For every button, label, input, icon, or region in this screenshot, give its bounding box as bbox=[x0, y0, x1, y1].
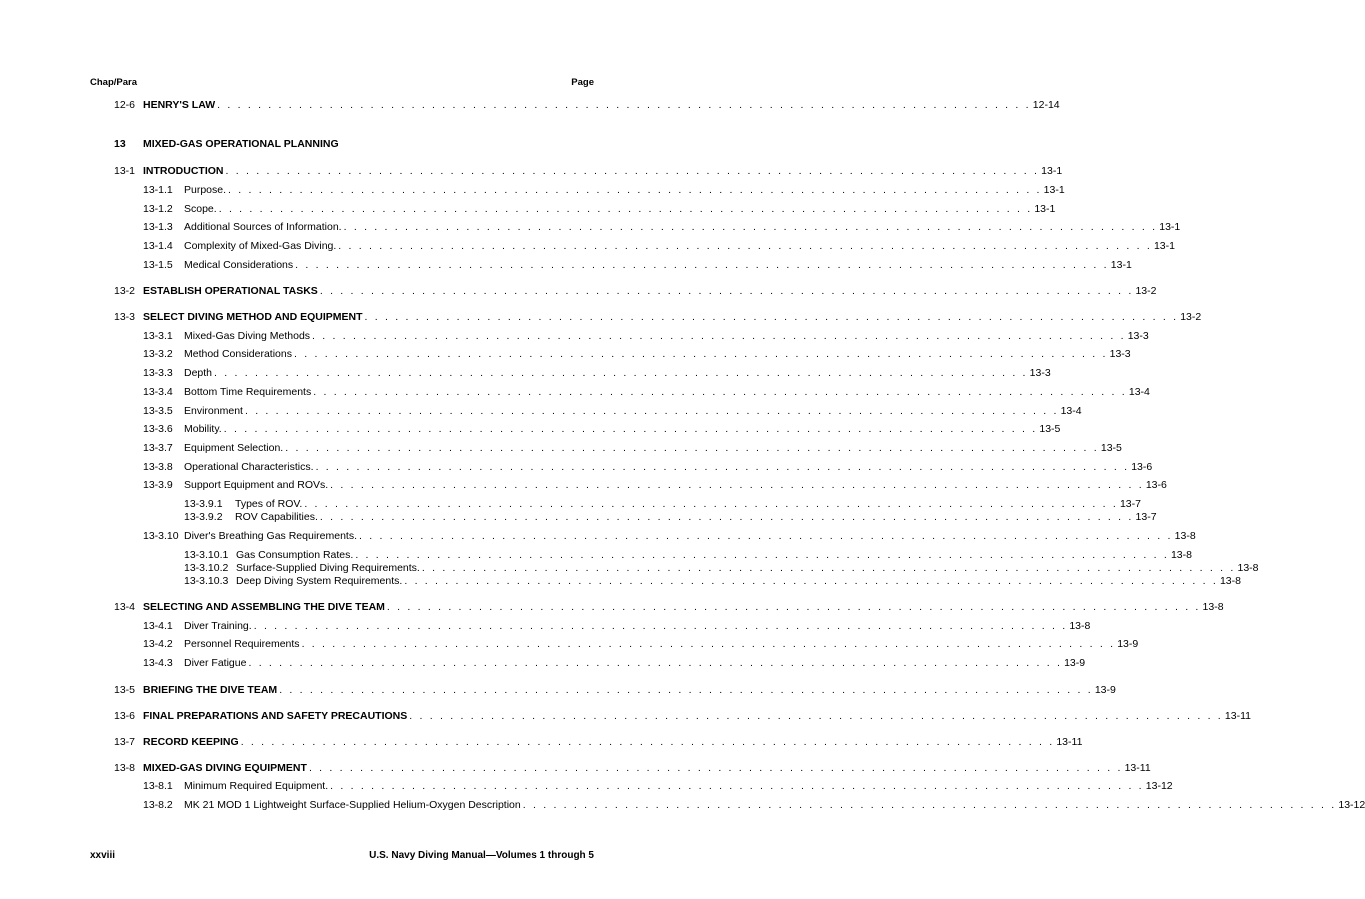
toc-entry-page: 13-12 bbox=[1145, 780, 1173, 792]
toc-entry-leader bbox=[143, 761, 1151, 775]
leader-dots: . . . . . . . . . . . . . . . . . . . . . . . . . . . . . . . . . . . . . . . . . . . . . . . . . . . . . . . . . . . . . . . . . . . . . . . . . . . . . . . . bbox=[338, 240, 1152, 252]
toc-entry-number: 13-3.2 bbox=[143, 348, 173, 360]
toc-entry-leader bbox=[184, 779, 1173, 793]
toc-entry bbox=[0, 779, 1173, 793]
leader-dots: . . . . . . . . . . . . . . . . . . . . . . . . . . . . . . . . . . . . . . . . . . . . . . . . . . . . . . . . . . . . . . . . . . . . . . . . . . . . . . . . bbox=[404, 575, 1218, 587]
toc-entry-number: 13-1.3 bbox=[143, 221, 173, 233]
toc-entry bbox=[0, 529, 1196, 543]
toc-entry-title: SELECTING AND ASSEMBLING THE DIVE TEAM bbox=[143, 601, 385, 613]
toc-entry bbox=[0, 683, 1116, 697]
toc-entry bbox=[0, 220, 1181, 234]
toc-entry bbox=[0, 600, 1224, 614]
leader-dots: . . . . . . . . . . . . . . . . . . . . . . . . . . . . . . . . . . . . . . . . . . . . . . . . . . . . . . . . . . . . . . . . . . . . . . . . . . . . . . . . bbox=[343, 221, 1158, 233]
toc-entry-leader bbox=[236, 561, 1259, 575]
toc-entry-leader bbox=[184, 366, 1051, 380]
toc-entry-leader bbox=[184, 441, 1122, 455]
toc-entry-leader bbox=[143, 709, 1251, 723]
toc-entry-page: 13-12 bbox=[1338, 799, 1365, 811]
toc-entry bbox=[0, 761, 1151, 775]
toc-entry bbox=[0, 385, 1150, 399]
toc-entry bbox=[0, 561, 1259, 575]
toc-entry-title: Medical Considerations bbox=[184, 259, 294, 271]
toc-entry-title: HENRY'S LAW bbox=[143, 99, 216, 111]
toc-entry-leader bbox=[184, 239, 1175, 253]
toc-entry-leader bbox=[184, 258, 1132, 272]
leader-dots: . . . . . . . . . . . . . . . . . . . . . . . . . . . . . . . . . . . . . . . . . . . . . . . . . . . . . . . . . . . . . . . . . . . . . . . . . . . . . . . . bbox=[248, 657, 1063, 669]
toc-entry-leader bbox=[236, 574, 1241, 588]
toc-entry-page: 13-8 bbox=[1219, 575, 1241, 587]
leader-dots: . . . . . . . . . . . . . . . . . . . . . . . . . . . . . . . . . . . . . . . . . . . . . . . . . . . . . . . . . . . . . . . . . . . . . . . . . . . . . . . . bbox=[223, 423, 1038, 435]
leader-dots: . . . . . . . . . . . . . . . . . . . . . . . . . . . . . . . . . . . . . . . . . . . . . . . . . . . . . . . . . . . . . . . . . . . . . . . . . . . . . . . . bbox=[359, 530, 1173, 542]
toc-entry-number: 13-8 bbox=[114, 762, 136, 774]
footer-title: U.S. Navy Diving Manual—Volumes 1 through 5 bbox=[369, 850, 594, 861]
toc-entry bbox=[0, 164, 1063, 178]
toc-entry-title: INTRODUCTION bbox=[143, 165, 224, 177]
leader-dots: . . . . . . . . . . . . . . . . . . . . . . . . . . . . . . . . . . . . . . . . . . . . . . . . . . . . . . . . . . . . . . . . . . . . . . . . . . . . . . . . bbox=[319, 285, 1134, 297]
toc-entry-page: 13-6 bbox=[1131, 461, 1153, 473]
toc-entry-title: SELECT DIVING METHOD AND EQUIPMENT bbox=[143, 311, 363, 323]
toc-entry-page: 13-5 bbox=[1100, 442, 1122, 454]
toc-entry-page: 13-1 bbox=[1110, 259, 1132, 271]
toc-entry-title: FINAL PREPARATIONS AND SAFETY PRECAUTIONS bbox=[143, 710, 408, 722]
leader-dots: . . . . . . . . . . . . . . . . . . . . . . . . . . . . . . . . . . . . . . . . . . . . . . . . . . . . . . . . . . . . . . . . . . . . . . . . . . . . . . . . bbox=[228, 184, 1042, 196]
toc-entry-leader bbox=[184, 183, 1065, 197]
toc-entry bbox=[0, 202, 1056, 216]
leader-dots: . . . . . . . . . . . . . . . . . . . . . . . . . . . . . . . . . . . . . . . . . . . . . . . . . . . . . . . . . . . . . . . . . . . . . . . . . . . . . . . . bbox=[319, 511, 1134, 523]
leader-dots: . . . . . . . . . . . . . . . . . . . . . . . . . . . . . . . . . . . . . . . . . . . . . . . . . . . . . . . . . . . . . . . . . . . . . . . . . . . . . . . . bbox=[218, 203, 1033, 215]
toc-entry-leader bbox=[184, 385, 1150, 399]
toc-entry-title: Scope. bbox=[184, 203, 217, 215]
toc-entry-number: 13-5 bbox=[114, 684, 136, 696]
toc-entry-number: 13-3.10 bbox=[143, 530, 179, 542]
toc-entry-leader bbox=[184, 529, 1196, 543]
toc-entry-number: 13-3.9.2 bbox=[184, 511, 223, 523]
toc-entry-number: 13-1 bbox=[114, 165, 136, 177]
toc-entry-leader bbox=[143, 683, 1116, 697]
toc-entry bbox=[0, 548, 1192, 562]
toc-entry-number: 13-1.4 bbox=[143, 240, 173, 252]
leader-dots: . . . . . . . . . . . . . . . . . . . . . . . . . . . . . . . . . . . . . . . . . . . . . . . . . . . . . . . . . . . . . . . . . . . . . . . . . . . . . . . . bbox=[315, 461, 1130, 473]
toc-entry-number: 13-3 bbox=[114, 311, 136, 323]
toc-entry-page: 13-1 bbox=[1153, 240, 1175, 252]
toc-entry-number: 13-3.8 bbox=[143, 461, 173, 473]
toc-entry-page: 13-9 bbox=[1064, 657, 1086, 669]
toc-entry-leader bbox=[184, 202, 1056, 216]
toc-entry-title: BRIEFING THE DIVE TEAM bbox=[143, 684, 278, 696]
toc-entry bbox=[0, 366, 1051, 380]
toc-entry-title: Mobility. bbox=[184, 423, 222, 435]
leader-dots: . . . . . . . . . . . . . . . . . . . . . . . . . . . . . . . . . . . . . . . . . . . . . . . . . . . . . . . . . . . . . . . . . . . . . . . . . . . . . . . . bbox=[308, 762, 1123, 774]
toc-entry-title: Purpose. bbox=[184, 184, 227, 196]
toc-entry bbox=[0, 239, 1175, 253]
toc-entry bbox=[0, 510, 1157, 524]
leader-dots: . . . . . . . . . . . . . . . . . . . . . . . . . . . . . . . . . . . . . . . . . . . . . . . . . . . . . . . . . . . . . . . . . . . . . . . . . . . . . . . . bbox=[409, 710, 1223, 722]
toc-entry-page: 13-1 bbox=[1043, 184, 1065, 196]
toc-entry-title: Types of ROV. bbox=[235, 498, 303, 510]
toc-entry bbox=[0, 619, 1091, 633]
toc-entry bbox=[0, 347, 1131, 361]
toc-entry bbox=[0, 137, 695, 151]
leader-dots: . . . . . . . . . . . . . . . . . . . . . . . . . . . . . . . . . . . . . . . . . . . . . . . . . . . . . . . . . . . . . . . . . . . . . . . . . . . . . . . . bbox=[522, 799, 1337, 811]
toc-entry-page: 13-7 bbox=[1135, 511, 1157, 523]
toc-entry-title: ROV Capabilities. bbox=[235, 511, 318, 523]
leader-dots: . . . . . . . . . . . . . . . . . . . . . . . . . . . . . . . . . . . . . . . . . . . . . . . . . . . . . . . . . . . . . . . . . . . . . . . . . . . . . . . . bbox=[304, 498, 1118, 510]
toc-entry-page: 13-8 bbox=[1202, 601, 1224, 613]
leader-dots: . . . . . . . . . . . . . . . . . . . . . . . . . . . . . . . . . . . . . . . . . . . . . . . . . . . . . . . . . . . . . . . . . . . . . . . . . . . . . . . . bbox=[301, 638, 1116, 650]
toc-entry bbox=[0, 478, 1167, 492]
toc-entry-page: 13-11 bbox=[1224, 710, 1251, 722]
leader-dots: . . . . . . . . . . . . . . . . . . . . . . . . . . . . . . . . . . . . . . . . . . . . . . . . . . . . . . . . . . . . . . . . . . . . . . . . . . . . . . . . bbox=[364, 311, 1179, 323]
leader-dots: . . . . . . . . . . . . . . . . . . . . . . . . . . . . . . . . . . . . . . . . . . . . . . . . . . . . . . . . . . . . . . . . . . . . . . . . . . . . . . . . bbox=[240, 736, 1055, 748]
toc-entry-page: 13-3 bbox=[1029, 367, 1051, 379]
toc-entry-page: 13-3 bbox=[1127, 330, 1149, 342]
toc-entry-title: Additional Sources of Information. bbox=[184, 221, 342, 233]
toc-entry-page: 13-2 bbox=[1180, 311, 1202, 323]
leader-dots: . . . . . . . . . . . . . . . . . . . . . . . . . . . . . . . . . . . . . . . . . . . . . . . . . . . . . . . . . . . . . . . . . . . . . . . . . . . . . . . . bbox=[244, 405, 1059, 417]
toc-entry-number: 13-4 bbox=[114, 601, 136, 613]
leader-dots: . . . . . . . . . . . . . . . . . . . . . . . . . . . . . . . . . . . . . . . . . . . . . . . . . . . . . . . . . . . . . . . . . . . . . . . . . . . . . . . . bbox=[293, 348, 1108, 360]
toc-entry-number: 13-3.6 bbox=[143, 423, 173, 435]
toc-entry-leader bbox=[184, 422, 1061, 436]
leader-dots: . . . . . . . . . . . . . . . . . . . . . . . . . . . . . . . . . . . . . . . . . . . . . . . . . . . . . . . . . . . . . . . . . . . . . . . . . . . . . . . . bbox=[285, 442, 1099, 454]
toc-entry bbox=[0, 460, 1153, 474]
toc-entry-page: 13-5 bbox=[1039, 423, 1061, 435]
toc-entry-number: 13-8.1 bbox=[143, 780, 173, 792]
toc-entry-title: ESTABLISH OPERATIONAL TASKS bbox=[143, 285, 318, 297]
toc-entry bbox=[0, 709, 1251, 723]
toc-entry-page: 13-1 bbox=[1034, 203, 1056, 215]
toc-entry-leader bbox=[143, 600, 1224, 614]
toc-entry-leader bbox=[184, 329, 1149, 343]
toc-entry-title: Support Equipment and ROVs. bbox=[184, 479, 329, 491]
toc-entry-number: 13-3.7 bbox=[143, 442, 173, 454]
toc-entry bbox=[0, 284, 1157, 298]
toc-entry-page: 13-3 bbox=[1109, 348, 1131, 360]
leader-dots: . . . . . . . . . . . . . . . . . . . . . . . . . . . . . . . . . . . . . . . . . . . . . . . . . . . . . . . . . . . . . . . . . . . . . . . . . . . . . . . . bbox=[214, 367, 1028, 379]
toc-entry-page: 13-7 bbox=[1119, 498, 1141, 510]
toc-entry-number: 13-3.9.1 bbox=[184, 498, 223, 510]
toc-entry-title: Surface-Supplied Diving Requirements. bbox=[236, 562, 420, 574]
toc-entry-title: Gas Consumption Rates. bbox=[236, 549, 354, 561]
toc-entry bbox=[0, 310, 1202, 324]
toc-entry bbox=[0, 735, 1083, 749]
toc-entry bbox=[0, 183, 1065, 197]
toc-entry-page: 13-8 bbox=[1174, 530, 1196, 542]
toc-entry-number: 13-6 bbox=[114, 710, 136, 722]
leader-dots: . . . . . . . . . . . . . . . . . . . . . . . . . . . . . . . . . . . . . . . . . . . . . . . . . . . . . . . . . . . . . . . . . . . . . . . . . . . . . . . . bbox=[421, 562, 1236, 574]
toc-entry-title: Depth bbox=[184, 367, 213, 379]
toc-entry bbox=[0, 497, 1141, 511]
leader-dots: . . . . . . . . . . . . . . . . . . . . . . . . . . . . . . . . . . . . . . . . . . . . . . . . . . . . . . . . . . . . . . . . . . . . . . . . . . . . . . . . bbox=[312, 330, 1126, 342]
toc-entry bbox=[0, 441, 1122, 455]
leader-dots: . . . . . . . . . . . . . . . . . . . . . . . . . . . . . . . . . . . . . . . . . . . . . . . . . . . . . . . . . . . . . . . . . . . . . . . . . . . . . . . . bbox=[313, 386, 1127, 398]
toc-entry-title: Equipment Selection. bbox=[184, 442, 284, 454]
toc-entry-number: 13-4.1 bbox=[143, 620, 173, 632]
toc-entry-page: 13-9 bbox=[1094, 684, 1116, 696]
toc-entry bbox=[0, 798, 1365, 812]
toc-entry-page: 13-6 bbox=[1145, 479, 1167, 491]
toc-entry-leader bbox=[143, 310, 1202, 324]
toc-entry bbox=[0, 258, 1132, 272]
toc-entry-title: MIXED-GAS DIVING EQUIPMENT bbox=[143, 762, 307, 774]
toc-entry-leader bbox=[184, 220, 1181, 234]
toc-entry-title: Bottom Time Requirements bbox=[184, 386, 312, 398]
toc-entry-leader bbox=[235, 497, 1141, 511]
toc-entry-page: 13-8 bbox=[1069, 620, 1091, 632]
toc-entry-leader bbox=[143, 137, 594, 151]
toc-entry-title: Personnel Requirements bbox=[184, 638, 300, 650]
toc-entry-number: 13-1.2 bbox=[143, 203, 173, 215]
toc-entry-title: Diver Training. bbox=[184, 620, 252, 632]
toc-entry-number: 13 bbox=[114, 138, 126, 150]
toc-entry-page: 13-4 bbox=[1060, 405, 1082, 417]
header-page: Page bbox=[571, 77, 594, 88]
toc-entry-leader bbox=[184, 637, 1139, 651]
toc-entry-title: RECORD KEEPING bbox=[143, 736, 239, 748]
toc-entry-leader bbox=[235, 510, 1157, 524]
leader-dots: . . . . . . . . . . . . . . . . . . . . . . . . . . . . . . . . . . . . . . . . . . . . . . . . . . . . . . . . . . . . . . . . . . . . . . . . . . . . . . . . bbox=[295, 259, 1109, 271]
toc-entry-title: Complexity of Mixed-Gas Diving. bbox=[184, 240, 337, 252]
toc-entry-number: 13-3.10.3 bbox=[184, 575, 229, 587]
toc-entry-number: 13-3.3 bbox=[143, 367, 173, 379]
toc-entry-number: 13-3.4 bbox=[143, 386, 173, 398]
toc-entry-number: 13-2 bbox=[114, 285, 136, 297]
leader-dots: . . . . . . . . . . . . . . . . . . . . . . . . . . . . . . . . . . . . . . . . . . . . . . . . . . . . . . . . . . . . . . . . . . . . . . . . . . . . . . . . bbox=[225, 165, 1040, 177]
toc-entry-number: 13-3.9 bbox=[143, 479, 173, 491]
footer-page-number: xxviii bbox=[90, 850, 116, 861]
toc-entry-title: Diver's Breathing Gas Requirements. bbox=[184, 530, 357, 542]
leader-dots: . . . . . . . . . . . . . . . . . . . . . . . . . . . . . . . . . . . . . . . . . . . . . . . . . . . . . . . . . . . . . . . . . . . . . . . . . . . . . . . . bbox=[386, 601, 1201, 613]
leader-dots: . . . . . . . . . . . . . . . . . . . . . . . . . . . . . . . . . . . . . . . . . . . . . . . . . . . . . . . . . . . . . . . . . . . . . . . . . . . . . . . . bbox=[330, 780, 1144, 792]
toc-entry-page: 13-9 bbox=[1117, 638, 1139, 650]
toc-entry-page: 13-1 bbox=[1159, 221, 1181, 233]
toc-entry-number: 13-1.1 bbox=[143, 184, 173, 196]
toc-entry bbox=[0, 404, 1082, 418]
toc-entry-number: 13-3.10.2 bbox=[184, 562, 229, 574]
toc-entry-title: Environment bbox=[184, 405, 243, 417]
toc-entry bbox=[0, 656, 1086, 670]
leader-dots: . . . . . . . . . . . . . . . . . . . . . . . . . . . . . . . . . . . . . . . . . . . . . . . . . . . . . . . . . . . . . . . . . . . . . . . . . . . . . . . . bbox=[253, 620, 1068, 632]
header-chap-para: Chap/Para bbox=[90, 77, 137, 88]
toc-entry-number: 13-4.2 bbox=[143, 638, 173, 650]
toc-entry-leader bbox=[143, 735, 1083, 749]
toc-entry-number: 13-3.1 bbox=[143, 330, 173, 342]
leader-dots: . . . . . . . . . . . . . . . . . . . . . . . . . . . . . . . . . . . . . . . . . . . . . . . . . . . . . . . . . . . . . . . . . . . . . . . . . . . . . . . . bbox=[330, 479, 1144, 491]
toc-entry-leader bbox=[143, 164, 1063, 178]
toc-entry-title: Method Considerations bbox=[184, 348, 292, 360]
toc-entry-page: 13-1 bbox=[1041, 165, 1063, 177]
toc-entry-number: 13-3.10.1 bbox=[184, 549, 229, 561]
toc-entry-title: Diver Fatigue bbox=[184, 657, 247, 669]
toc-entry bbox=[0, 574, 1241, 588]
toc-entry-page: 13-2 bbox=[1135, 285, 1157, 297]
toc-entry-number: 13-1.5 bbox=[143, 259, 173, 271]
leader-dots: . . . . . . . . . . . . . . . . . . . . . . . . . . . . . . . . . . . . . . . . . . . . . . . . . . . . . . . . . . . . . . . . . . . . . . . . . . . . . . . . bbox=[279, 684, 1093, 696]
toc-entry bbox=[0, 422, 1061, 436]
toc-entry-leader bbox=[184, 347, 1131, 361]
toc-entry-title: MIXED-GAS OPERATIONAL PLANNING bbox=[143, 138, 339, 150]
toc-entry-title: Operational Characteristics. bbox=[184, 461, 314, 473]
toc-entry-leader bbox=[184, 404, 1082, 418]
toc-entry-leader bbox=[184, 656, 1086, 670]
toc-entry-leader bbox=[184, 619, 1091, 633]
toc-entry-leader bbox=[236, 548, 1192, 562]
toc-entry-page: 13-11 bbox=[1056, 736, 1083, 748]
toc-entry-number: 13-8.2 bbox=[143, 799, 173, 811]
toc-entry-leader bbox=[184, 798, 1365, 812]
toc-entry-leader bbox=[184, 478, 1167, 492]
toc-entry-page: 13-4 bbox=[1128, 386, 1150, 398]
toc-entry-title: Minimum Required Equipment. bbox=[184, 780, 329, 792]
toc-entry-leader bbox=[184, 460, 1153, 474]
toc-entry-page: 13-8 bbox=[1237, 562, 1259, 574]
toc-entry bbox=[0, 329, 1149, 343]
toc-entry-page: 12-14 bbox=[1032, 99, 1060, 111]
toc-entry-leader bbox=[143, 98, 1060, 112]
toc-entry-number: 13-3.5 bbox=[143, 405, 173, 417]
toc-entry bbox=[0, 98, 1060, 112]
toc-entry-page: 13-11 bbox=[1124, 762, 1151, 774]
toc-entry-leader bbox=[143, 284, 1157, 298]
toc-entry-number: 12-6 bbox=[114, 99, 136, 111]
toc-entry-title: Deep Diving System Requirements. bbox=[236, 575, 403, 587]
toc-entry-number: 13-7 bbox=[114, 736, 136, 748]
leader-dots: . . . . . . . . . . . . . . . . . . . . . . . . . . . . . . . . . . . . . . . . . . . . . . . . . . . . . . . . . . . . . . . . . . . . . . . . . . . . . . . . bbox=[355, 549, 1169, 561]
leader-dots: . . . . . . . . . . . . . . . . . . . . . . . . . . . . . . . . . . . . . . . . . . . . . . . . . . . . . . . . . . . . . . . . . . . . . . . . . . . . . . . . bbox=[217, 99, 1031, 111]
toc-entry-number: 13-4.3 bbox=[143, 657, 173, 669]
toc-entry bbox=[0, 637, 1139, 651]
toc-entry-page: 13-8 bbox=[1170, 549, 1192, 561]
toc-entry-title: Mixed-Gas Diving Methods bbox=[184, 330, 311, 342]
toc-entry-title: MK 21 MOD 1 Lightweight Surface-Supplied Helium-Oxygen Description bbox=[184, 799, 521, 811]
